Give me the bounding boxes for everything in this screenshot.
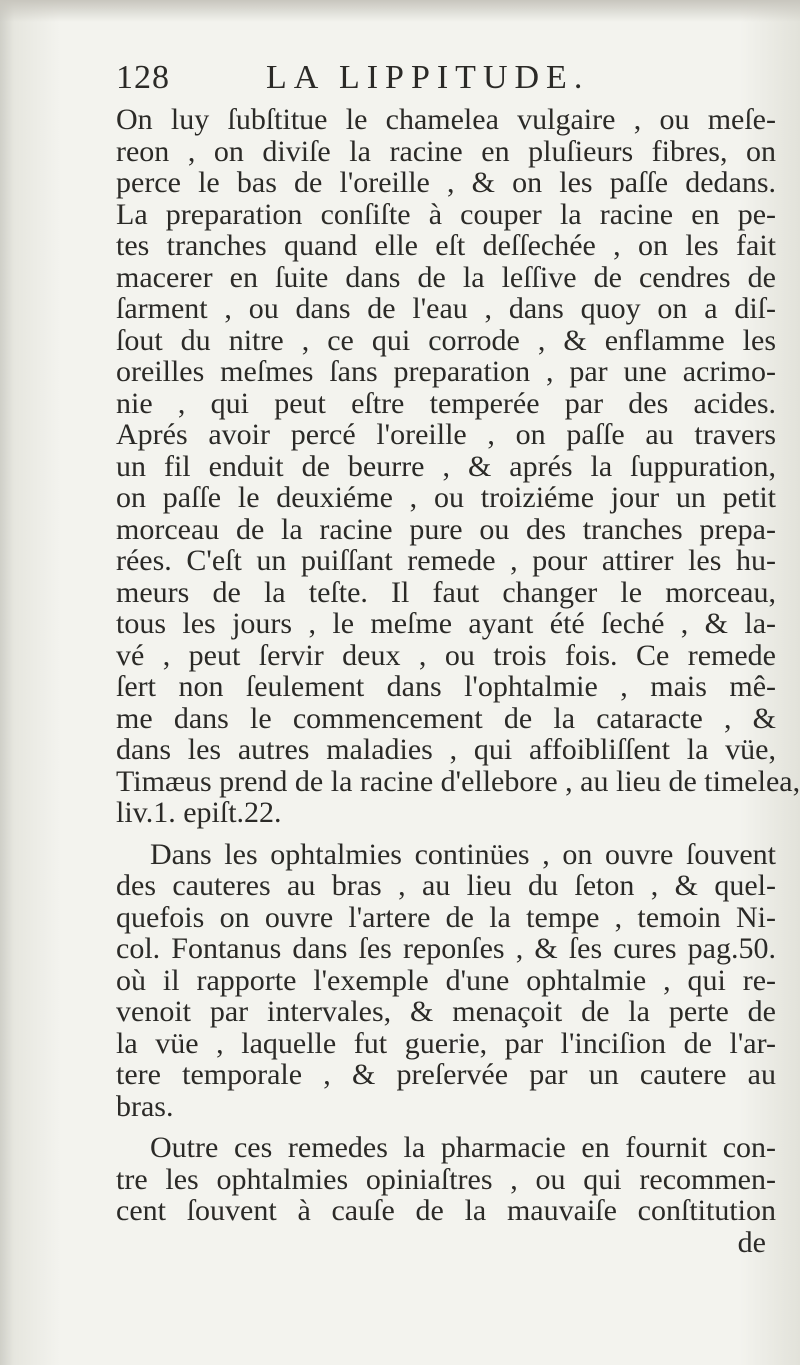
text-line: des cauteres au bras , au lieu du ſeton , & quel- bbox=[116, 869, 776, 902]
text-line: Outre ces remedes la pharmacie en fournit con- bbox=[150, 1131, 776, 1164]
text-line: venoit par intervales, & menaçoit de la perte de bbox=[116, 995, 776, 1028]
paragraph-2 bbox=[116, 839, 776, 1123]
running-title: LA LIPPITUDE. bbox=[266, 59, 590, 96]
text-line: nie , qui peut eſtre temperée par des acides. bbox=[116, 386, 776, 420]
text-line: un fil enduit de beurre , & aprés la ſuppuration, bbox=[116, 449, 776, 483]
text-line: col. Fontanus dans ſes reponſes , & ſes cures pag.50. bbox=[116, 932, 776, 965]
text-line: La preparation conſiſte à couper la racine en pe- bbox=[116, 197, 776, 231]
page-number: 128 bbox=[116, 59, 170, 96]
text-line: meurs de la teſte. Il faut changer le morceau, bbox=[116, 575, 776, 609]
text-line: vé , peut ſervir deux , ou trois fois. Ce remede bbox=[116, 638, 776, 672]
text-line: tes tranches quand elle eſt deſſechée , on les fait bbox=[116, 229, 776, 262]
text-line: Timæus prend de la racine d'ellebore , au lieu de timelea, bbox=[116, 764, 800, 798]
page-edge-stain bbox=[0, 0, 800, 22]
text-line: ſout du nitre , ce qui corrode , & enflamme les bbox=[116, 323, 776, 357]
text-line: Aprés avoir percé l'oreille , on paſſe au travers bbox=[116, 418, 776, 451]
text-line: bras. bbox=[116, 1089, 174, 1123]
text-line: tere temporale , & preſervée par un cautere au bbox=[116, 1058, 776, 1091]
text-line: dans les autres maladies , qui affoibliſſent la vüe, bbox=[116, 733, 776, 766]
text-line: liv.1. epiſt.22. bbox=[116, 796, 282, 829]
text-line: tous les jours , le meſme ayant été ſeché , & la- bbox=[116, 607, 776, 640]
text-line: reon , on diviſe la racine en pluſieurs fibres, on bbox=[116, 134, 776, 168]
text-line: tre les ophtalmies opiniaſtres , ou qui recommen- bbox=[116, 1162, 776, 1196]
text-line: macerer en ſuite dans de la leſſive de cendres de bbox=[116, 260, 776, 294]
text-line: on paſſe le deuxiéme , ou troiziéme jour un petit bbox=[116, 481, 776, 514]
paragraph-3 bbox=[116, 1132, 776, 1227]
text-line: oreilles meſmes ſans preparation , par une acrimo- bbox=[116, 355, 776, 388]
running-head bbox=[116, 60, 776, 104]
paragraph-1 bbox=[116, 103, 800, 829]
catchword: de bbox=[737, 1225, 766, 1259]
text-line: morceau de la racine pure ou des tranches prepa- bbox=[116, 512, 776, 546]
page-content bbox=[116, 59, 800, 1259]
text-line: quefois on ouvre l'artere de la tempe , temoin Ni- bbox=[116, 900, 776, 934]
text-line: ſarment , ou dans de l'eau , dans quoy on a diſ- bbox=[116, 292, 776, 325]
text-line: la vüe , laquelle fut guerie, par l'inciſion de l'ar- bbox=[116, 1026, 776, 1060]
text-line: rées. C'eſt un puiſſant remede , pour attirer les hu- bbox=[116, 544, 776, 577]
paragraph-gap bbox=[116, 829, 776, 839]
text-line: cent ſouvent à cauſe de la mauvaiſe conſtitution bbox=[116, 1194, 776, 1227]
text-line: où il rapporte l'exemple d'une ophtalmie , qui re- bbox=[116, 963, 776, 997]
text-line: On luy ſubſtitue le chamelea vulgaire , ou meſe- bbox=[116, 103, 776, 136]
text-line: ſert non ſeulement dans l'ophtalmie , mais mê- bbox=[116, 670, 776, 703]
text-line: me dans le commencement de la cataracte , & bbox=[116, 701, 776, 735]
text-line: perce le bas de l'oreille , & on les paſſe dedans. bbox=[116, 166, 776, 199]
text-line: Dans les ophtalmies continües , on ouvre ſouvent bbox=[150, 837, 776, 871]
